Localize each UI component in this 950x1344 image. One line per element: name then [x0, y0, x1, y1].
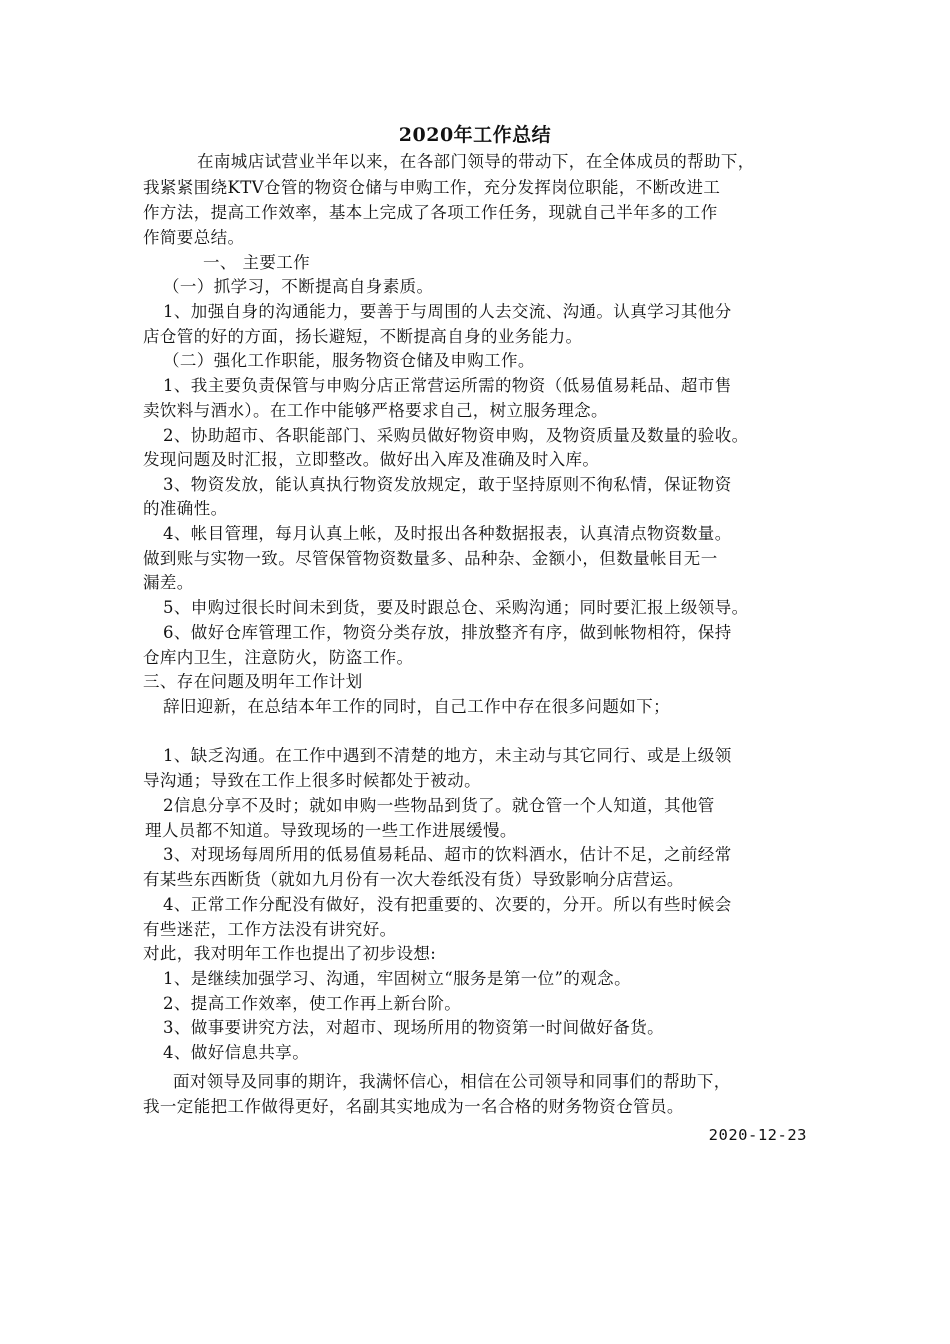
body-line: 1、加强自身的沟通能力，要善于与周围的人去交流、沟通。认真学习其他分 [163, 302, 732, 321]
body-line: 我紧紧围绕KTV仓管的物资仓储与申购工作，充分发挥岗位职能，不断改进工 [143, 178, 721, 197]
body-line: 4、做好信息共享。 [163, 1043, 310, 1062]
body-line: 在南城店试营业半年以来，在各部门领导的带动下，在全体成员的帮助下， [197, 152, 755, 171]
body-line: 的准确性。 [143, 499, 228, 518]
section-heading: 一、 主要工作 [203, 253, 311, 272]
document-title: 2020年工作总结 [398, 124, 552, 146]
body-line: 导沟通；导致在工作上很多时候都处于被动。 [143, 771, 481, 790]
body-line: 卖饮料与酒水）。在工作中能够严格要求自己，树立服务理念。 [143, 401, 608, 420]
body-line: 仓库内卫生，注意防火，防盗工作。 [143, 648, 414, 667]
body-line: 1、是继续加强学习、沟通，牢固树立“服务是第一位”的观念。 [163, 969, 631, 988]
body-line: 辞旧迎新，在总结本年工作的同时，自己工作中存在很多问题如下； [163, 697, 670, 716]
subsection-heading: （一）抓学习，不断提高自身素质。 [163, 277, 434, 296]
body-line: 4、正常工作分配没有做好，没有把重要的、次要的，分开。所以有些时候会 [163, 895, 732, 914]
body-line: 3、物资发放，能认真执行物资发放规定，敢于坚持原则不徇私情，保证物资 [163, 475, 732, 494]
body-line: 有些迷茫，工作方法没有讲究好。 [143, 920, 397, 939]
body-line: 5、申购过很长时间未到货，要及时跟总仓、采购沟通；同时要汇报上级领导。 [163, 598, 749, 617]
body-line: 发现问题及时汇报，立即整改。做好出入库及准确及时入库。 [143, 450, 600, 469]
body-line: 对此，我对明年工作也提出了初步设想: [143, 944, 437, 963]
body-line: 我一定能把工作做得更好，名副其实地成为一名合格的财务物资仓管员。 [143, 1097, 684, 1116]
body-line: 作简要总结。 [143, 228, 245, 247]
body-line: 作方法，提高工作效率，基本上完成了各项工作任务，现就自己半年多的工作 [143, 203, 718, 222]
body-line: 2信息分享不及时；就如申购一些物品到货了。就仓管一个人知道，其他管 [163, 796, 715, 815]
body-line: 面对领导及同事的期许，我满怀信心，相信在公司领导和同事们的帮助下， [173, 1072, 731, 1091]
body-line: 2、提高工作效率，使工作再上新台阶。 [163, 994, 462, 1013]
body-line: 2、协助超市、各职能部门、采购员做好物资申购，及物资质量及数量的验收。 [163, 426, 749, 445]
body-line: 3、做事要讲究方法，对超市、现场所用的物资第一时间做好备货。 [163, 1018, 664, 1037]
body-line: 有某些东西断货（就如九月份有一次大卷纸没有货）导致影响分店营运。 [143, 870, 684, 889]
body-line: 3、对现场每周所用的低易值易耗品、超市的饮料酒水，估计不足，之前经常 [163, 845, 732, 864]
body-line: 4、帐目管理，每月认真上帐，及时报出各种数据报表，认真清点物资数量。 [163, 524, 732, 543]
document-date: 2020-12-23 [708, 1126, 807, 1144]
subsection-heading: （二）强化工作职能，服务物资仓储及申购工作。 [163, 351, 535, 370]
body-line: 店仓管的好的方面，扬长避短，不断提高自身的业务能力。 [143, 327, 583, 346]
section-heading: 三、存在问题及明年工作计划 [143, 672, 363, 691]
body-line: 漏差。 [143, 573, 194, 592]
body-line: 做到账与实物一致。尽管保管物资数量多、品种杂、金额小，但数量帐目无一 [143, 549, 718, 568]
body-line: 理人员都不知道。导致现场的一些工作进展缓慢。 [145, 821, 517, 840]
body-line: 1、缺乏沟通。在工作中遇到不清楚的地方，未主动与其它同行、或是上级领 [163, 746, 732, 765]
body-line: 6、做好仓库管理工作，物资分类存放，排放整齐有序，做到帐物相符，保持 [163, 623, 732, 642]
body-line: 1、我主要负责保管与申购分店正常营运所需的物资（低易值易耗品、超市售 [163, 376, 732, 395]
